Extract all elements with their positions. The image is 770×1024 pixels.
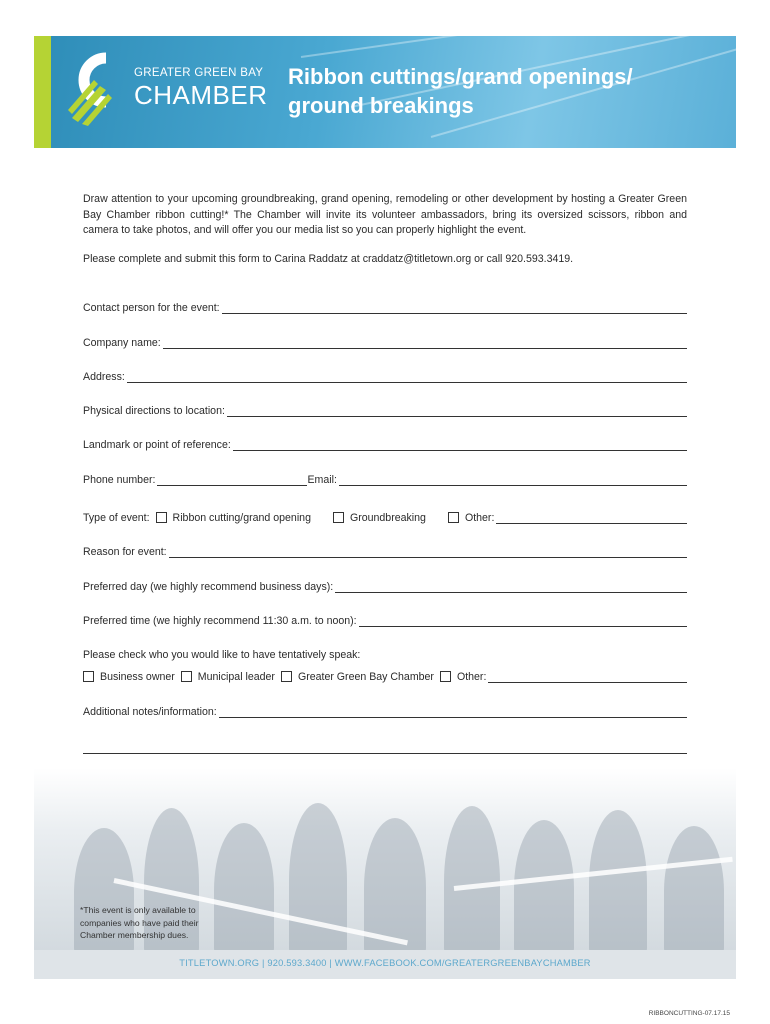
field-label: Phone number: bbox=[83, 474, 156, 486]
notes-field-continued[interactable] bbox=[83, 738, 687, 754]
other-event-input[interactable] bbox=[496, 512, 687, 524]
submit-instructions: Please complete and submit this form to Carina Raddatz at craddatz@titletown.org or call 920.593.3419. bbox=[83, 253, 574, 265]
membership-footnote: *This event is only available to companies who have paid their Chamber membership dues. bbox=[80, 905, 199, 940]
logo-line1: GREATER GREEN BAY bbox=[134, 67, 264, 79]
directions-field[interactable] bbox=[83, 401, 687, 417]
footer-contact: TITLETOWN.ORG | 920.593.3400 | WWW.FACEBOOK.COM/GREATERGREENBAYCHAMBER bbox=[179, 958, 591, 968]
page-title: Ribbon cuttings/grand openings/ ground breakings bbox=[288, 64, 633, 118]
contact-person-input[interactable] bbox=[222, 302, 687, 314]
option-label: Other: bbox=[464, 512, 495, 524]
reason-input[interactable] bbox=[169, 546, 687, 558]
field-label: Additional notes/information: bbox=[83, 706, 217, 718]
field-label: Address: bbox=[83, 371, 125, 383]
field-label: Company name: bbox=[83, 337, 161, 349]
option-label: Business owner bbox=[100, 671, 175, 683]
other-speaker-input[interactable] bbox=[488, 671, 687, 683]
option-label: Municipal leader bbox=[197, 671, 275, 683]
landmark-input[interactable] bbox=[233, 439, 687, 451]
intro-paragraph: Draw attention to your upcoming groundbreaking, grand opening, remodeling or other development by hosting a Greater Green Bay Chamber ribbon cutting!* The Chamber will invite its volunteer ambassadors, bring its oversized scissors, ribbon and camera to take photos, and will offer you our media list so you can properly highlight the event. bbox=[83, 193, 687, 236]
field-label: Contact person for the event: bbox=[83, 302, 220, 314]
logo-line2: CHAMBER bbox=[134, 80, 268, 110]
option-label: Groundbreaking bbox=[349, 512, 426, 524]
preferred-day-input[interactable] bbox=[335, 581, 687, 593]
other-event-checkbox[interactable] bbox=[448, 512, 459, 523]
form-code: RIBBONCUTTING-07.17.15 bbox=[648, 1010, 730, 1017]
landmark-field[interactable] bbox=[83, 435, 687, 451]
chamber-checkbox[interactable] bbox=[281, 671, 292, 682]
other-speaker-checkbox[interactable] bbox=[440, 671, 451, 682]
option-label: Ribbon cutting/grand opening bbox=[172, 512, 311, 524]
address-input[interactable] bbox=[127, 371, 687, 383]
field-label: Please check who you would like to have tentatively speak: bbox=[83, 649, 361, 661]
option-label: Greater Green Bay Chamber bbox=[297, 671, 434, 683]
event-type-field bbox=[83, 508, 687, 524]
field-label: Reason for event: bbox=[83, 546, 167, 558]
field-label: Type of event: bbox=[83, 512, 150, 524]
preferred-time-input[interactable] bbox=[359, 615, 687, 627]
company-name-input[interactable] bbox=[163, 337, 687, 349]
chamber-logo-icon bbox=[64, 40, 114, 130]
preferred-time-field[interactable] bbox=[83, 611, 687, 627]
field-label: Landmark or point of reference: bbox=[83, 439, 231, 451]
speakers-options bbox=[83, 667, 687, 683]
notes-input[interactable] bbox=[219, 706, 687, 718]
municipal-leader-checkbox[interactable] bbox=[181, 671, 192, 682]
phone-email-field[interactable] bbox=[83, 470, 687, 486]
company-name-field[interactable] bbox=[83, 333, 687, 349]
speakers-prompt bbox=[83, 645, 687, 661]
directions-input[interactable] bbox=[227, 405, 687, 417]
field-label: Preferred day (we highly recommend business days): bbox=[83, 581, 334, 593]
contact-person-field[interactable] bbox=[83, 298, 687, 314]
preferred-day-field[interactable] bbox=[83, 577, 687, 593]
business-owner-checkbox[interactable] bbox=[83, 671, 94, 682]
phone-input[interactable] bbox=[157, 474, 307, 486]
address-field[interactable] bbox=[83, 367, 687, 383]
notes-field[interactable] bbox=[83, 702, 687, 718]
ribbon-cutting-checkbox[interactable] bbox=[156, 512, 167, 523]
groundbreaking-checkbox[interactable] bbox=[333, 512, 344, 523]
field-label: Preferred time (we highly recommend 11:30 a.m. to noon): bbox=[83, 615, 357, 627]
field-label: Physical directions to location: bbox=[83, 405, 225, 417]
option-label: Other: bbox=[456, 671, 487, 683]
notes-input-line2[interactable] bbox=[83, 742, 687, 754]
reason-field[interactable] bbox=[83, 542, 687, 558]
accent-stripe bbox=[34, 36, 51, 148]
field-label: Email: bbox=[307, 474, 337, 486]
email-input[interactable] bbox=[339, 474, 687, 486]
